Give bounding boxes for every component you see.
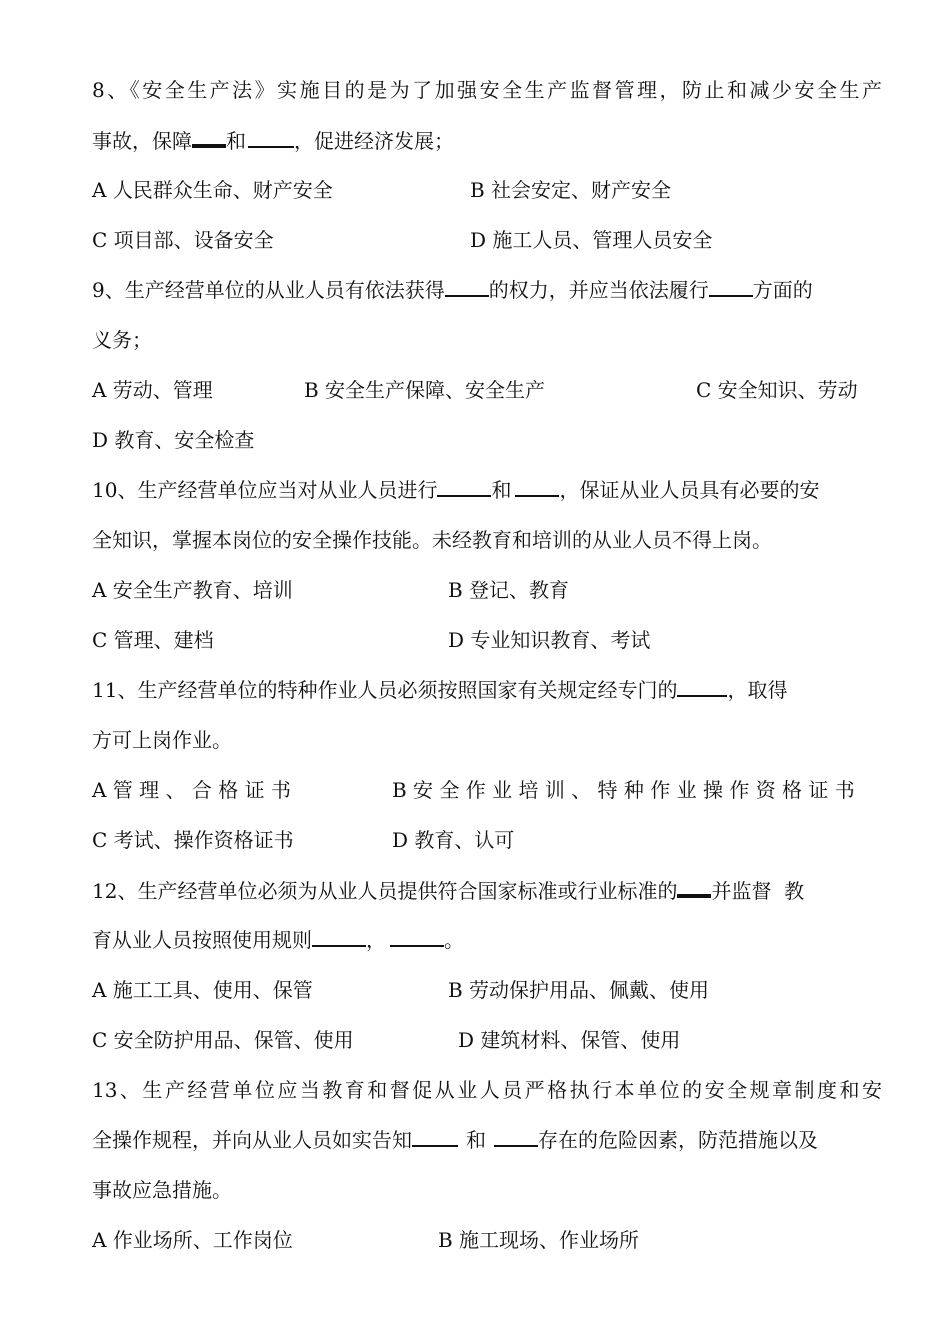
q9-option-d: D 教育、安全检查	[92, 428, 255, 452]
q11-blank-1	[677, 677, 727, 697]
q11-stem-line1	[92, 676, 882, 704]
q10-option-d: D 专业知识教育、考试	[448, 628, 651, 652]
q12-blank-1	[677, 876, 711, 898]
q12-options-row2	[92, 1026, 882, 1054]
q13-stem-line1: 13、生产经营单位应当教育和督促从业人员严格执行本单位的安全规章制度和安	[92, 1078, 882, 1102]
q9-stem-line1	[92, 276, 882, 304]
q10-blank-2	[515, 477, 559, 497]
q12-stem-line1	[92, 876, 882, 905]
q9-options-row1	[92, 376, 882, 404]
q13-blank-2	[494, 1127, 538, 1147]
q11-option-d: D 教育、认可	[392, 828, 515, 852]
q9-blank-2	[709, 277, 753, 297]
q9-blank-1	[445, 277, 489, 297]
q10-stem-line2: 全知识，掌握本岗位的安全操作技能。未经教育和培训的从业人员不得上岗。	[92, 528, 772, 552]
q11-text-b: ，取得	[727, 678, 788, 702]
q10-options-row1	[92, 576, 882, 604]
q9-text-c: 方面的	[752, 278, 813, 302]
q10-text-c: ，保证从业人员具有必要的安	[559, 478, 820, 502]
q8-blank-2	[248, 128, 294, 148]
q11-options-row2	[92, 826, 882, 854]
q10-option-b: B 登记、教育	[448, 578, 570, 602]
q10-option-a: A 安全生产教育、培训	[92, 578, 293, 602]
q8-stem-line1: 8、《安全生产法》实施目的是为了加强安全生产监督管理，防止和减少安全生产	[92, 78, 882, 102]
q12-option-b: B 劳动保护用品、佩戴、使用	[448, 978, 710, 1002]
q12-options-row1	[92, 976, 882, 1004]
q8-text-c: ，促进经济发展；	[294, 129, 454, 153]
q8-stem-line2	[92, 126, 882, 155]
q13-blank-1	[412, 1127, 458, 1147]
q12-option-c: C 安全防护用品、保管、使用	[92, 1028, 354, 1052]
q11-option-b: B 安 全 作 业 培 训 、 特 种 作 业 操 作 资 格 证 书	[392, 778, 855, 802]
q9-option-b: B 安全生产保障、安全生产	[304, 378, 546, 402]
q8-option-c: C 项目部、设备安全	[92, 228, 274, 252]
q8-option-a: A 人民群众生命、财产安全	[92, 178, 333, 202]
q10-stem-line1	[92, 476, 882, 504]
q12-blank-2	[312, 927, 366, 947]
q12-option-a: A 施工工具、使用、保管	[92, 978, 313, 1002]
q8-option-b: B 社会安定、财产安全	[470, 178, 672, 202]
q9-text-b: 的权力，并应当依法履行	[488, 278, 709, 302]
q8-option-d: D 施工人员、管理人员安全	[470, 228, 713, 252]
q12-text-e: 。	[444, 928, 464, 952]
q12-text-c: 育从业人员按照使用规则	[92, 928, 312, 952]
q12-stem-line2	[92, 926, 882, 954]
q13-options-row1	[92, 1226, 882, 1254]
q13-option-a: A 作业场所、工作岗位	[92, 1228, 293, 1252]
q13-option-b: B 施工现场、作业场所	[438, 1228, 640, 1252]
q11-option-c: C 考试、操作资格证书	[92, 828, 294, 852]
q12-option-d: D 建筑材料、保管、使用	[458, 1028, 681, 1052]
q10-option-c: C 管理、建档	[92, 628, 214, 652]
q13-text-b: 和	[466, 1128, 486, 1152]
q10-options-row2	[92, 626, 882, 654]
q11-text-a: 11、生产经营单位的特种作业人员必须按照国家有关规定经专门的	[92, 678, 678, 702]
q12-blank-3	[390, 927, 444, 947]
q8-options-row2	[92, 226, 882, 254]
q13-stem-line2	[92, 1126, 882, 1154]
q9-option-c: C 安全知识、劳动	[696, 378, 858, 402]
q12-text-a: 12、生产经营单位必须为从业人员提供符合国家标准或行业标准的	[92, 879, 678, 903]
q8-text-b: 和	[226, 129, 246, 153]
q10-text-b: 和	[491, 478, 512, 502]
q11-option-a: A 管 理 、 合 格 证 书	[92, 778, 291, 802]
q12-text-d: ，	[366, 928, 386, 952]
q11-stem-line2: 方可上岗作业。	[92, 728, 232, 752]
q12-text-b: 并监督 教	[711, 879, 805, 903]
q8-options-row1	[92, 176, 882, 204]
q11-options-row1	[92, 776, 882, 804]
q13-text-c: 存在的危险因素，防范措施以及	[538, 1128, 818, 1152]
q8-text-a: 事故，保障	[92, 129, 192, 153]
q13-stem-line3: 事故应急措施。	[92, 1178, 232, 1202]
q10-text-a: 10、生产经营单位应当对从业人员进行	[92, 478, 438, 502]
q10-blank-1	[437, 477, 491, 497]
q9-text-a: 9、生产经营单位的从业人员有依法获得	[92, 278, 445, 302]
q8-blank-1	[192, 126, 226, 148]
q13-text-a: 全操作规程，并向从业人员如实告知	[92, 1128, 412, 1152]
q9-stem-line2: 义务；	[92, 328, 152, 352]
q9-option-a: A 劳动、管理	[92, 378, 213, 402]
